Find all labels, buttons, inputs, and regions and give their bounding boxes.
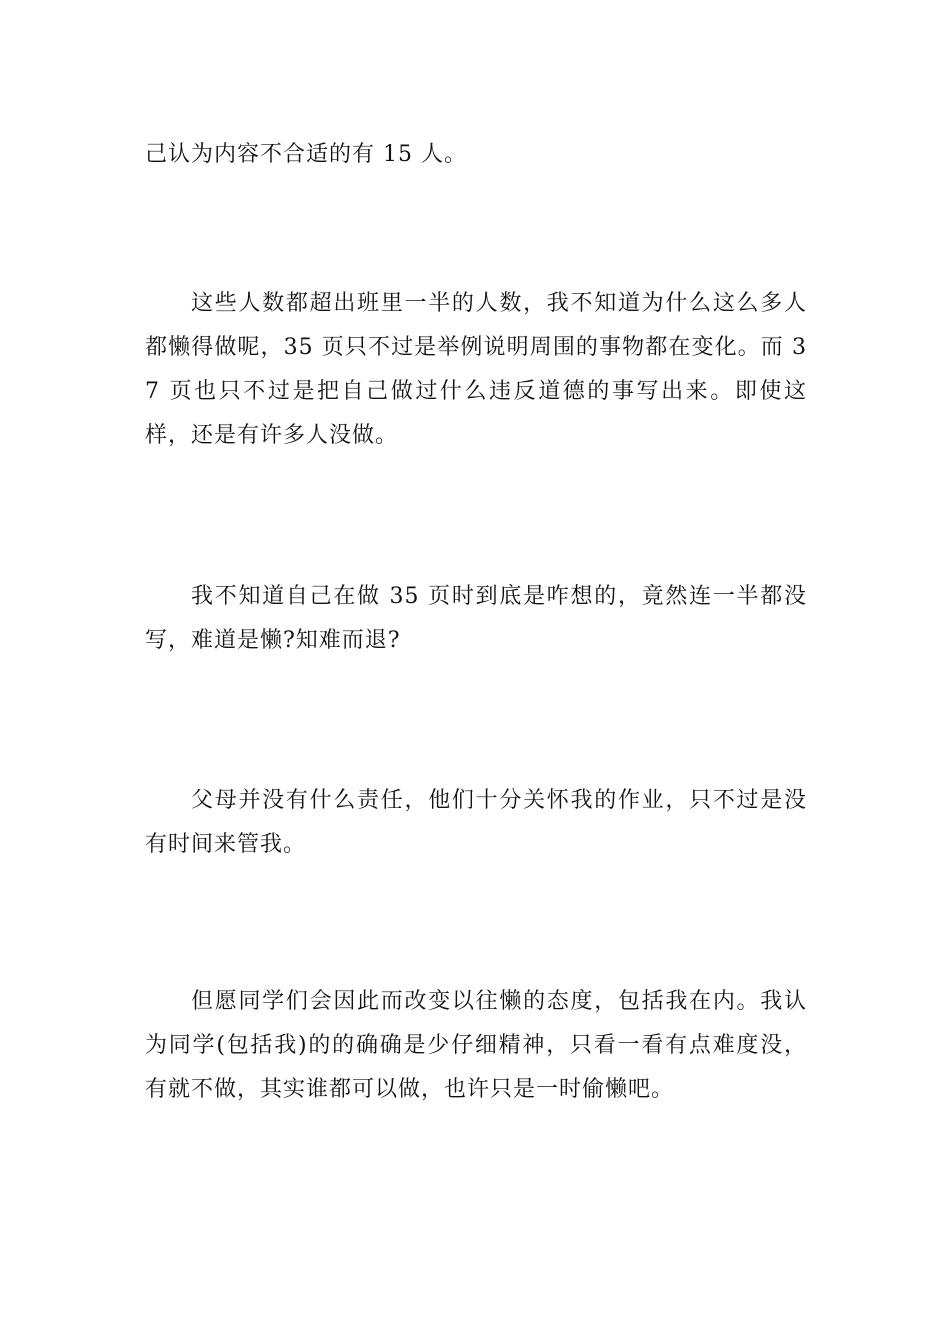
paragraph-self-reflection: 我不知道自己在做 35 页时到底是咋想的，竟然连一半都没写，难道是懒?知难而退? (145, 584, 807, 653)
paragraph-lazy-classmates: 这些人数都超出班里一半的人数，我不知道为什么这么多人都懒得做呢，35 页只不过是举例说明周围的事物都在变化。而 37 页也只不过是把自己做过什么违反道德的事写出来。即使这样，还是有许多人没做。 (145, 291, 807, 448)
paragraph-continuation: 己认为内容不合适的有 15 人。 (145, 142, 467, 167)
paragraph-hope: 但愿同学们会因此而改变以往懒的态度，包括我在内。我认为同学(包括我)的的确确是少仔细精神，只看一看有点难度没，有就不做，其实谁都可以做，也许只是一时偷懒吧。 (145, 989, 807, 1102)
paragraph-parents: 父母并没有什么责任，他们十分关怀我的作业，只不过是没有时间来管我。 (145, 788, 807, 857)
